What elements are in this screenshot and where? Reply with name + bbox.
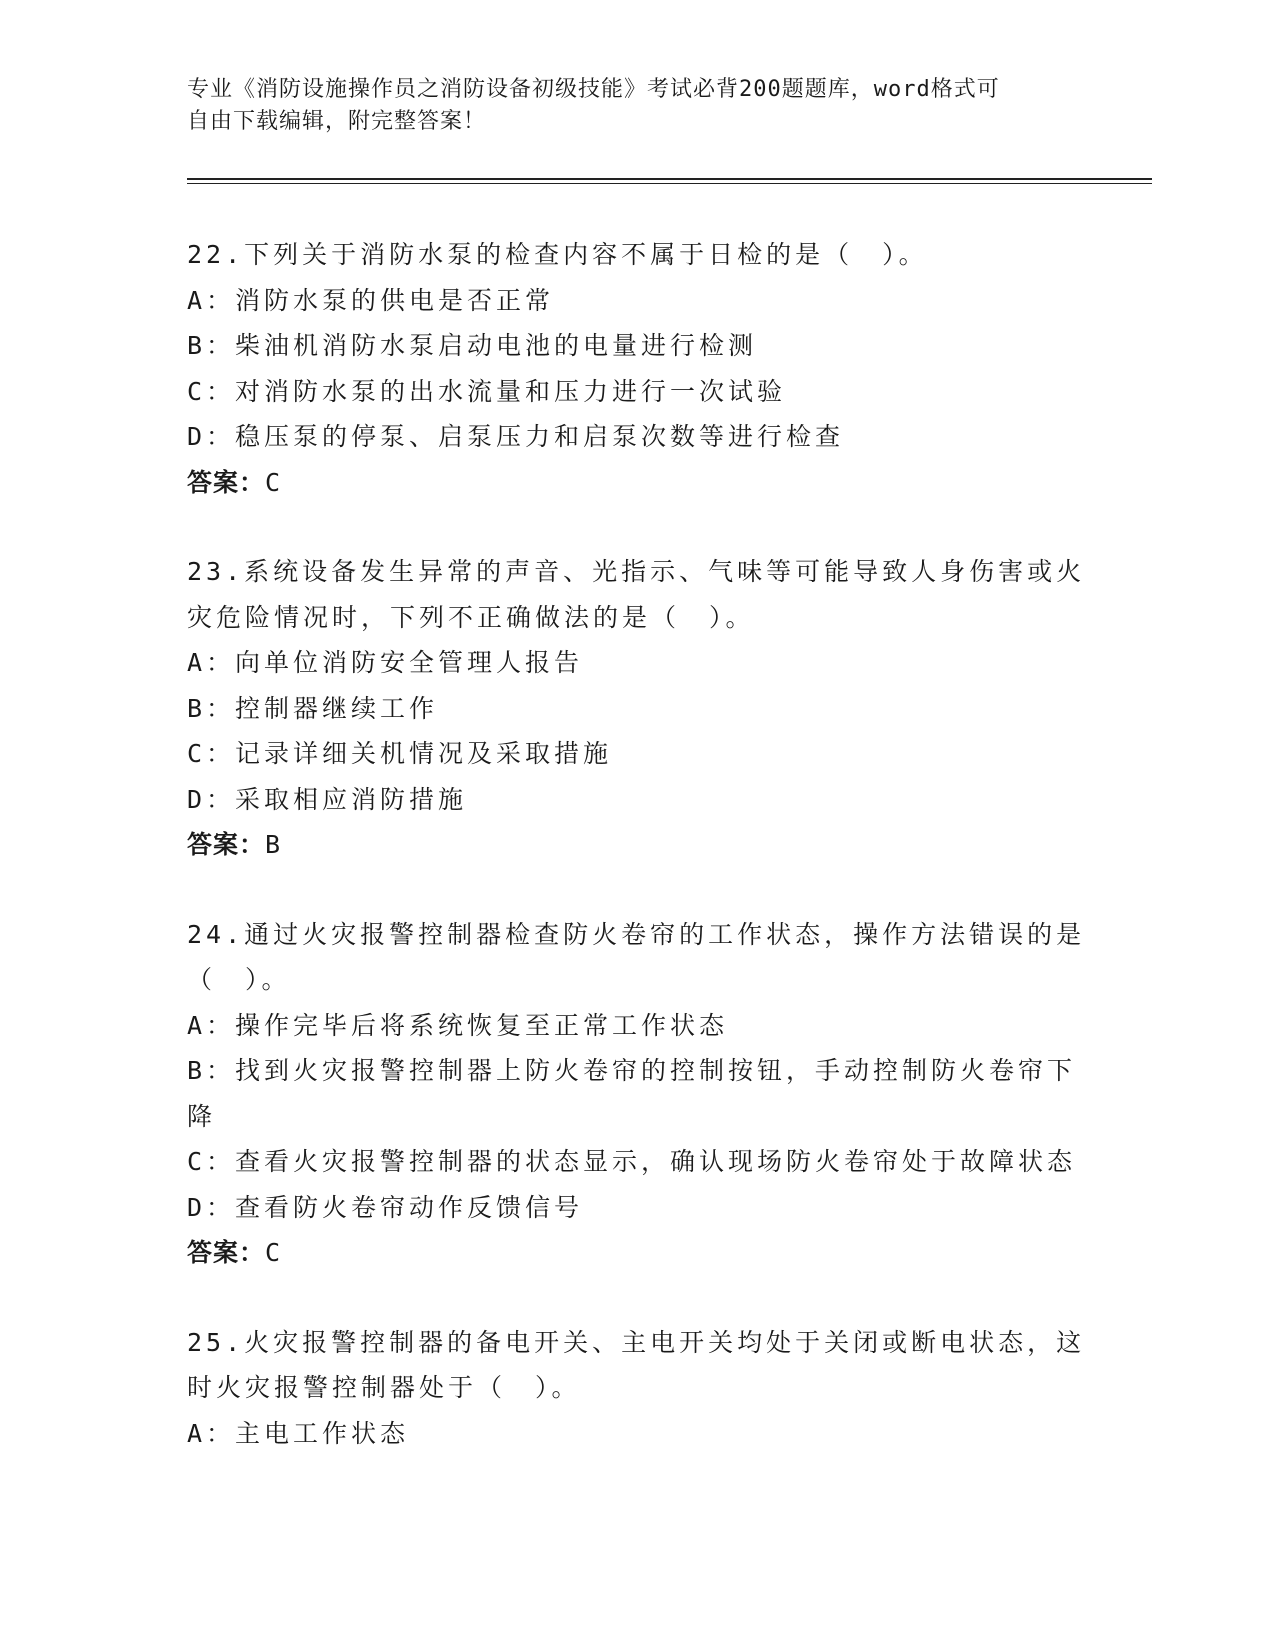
question-stem-line: 23.系统设备发生异常的声音、光指示、气味等可能导致人身伤害或火 [187,557,1086,586]
answer-option: B：找到火灾报警控制器上防火卷帘的控制按钮，手动控制防火卷帘下 [187,1056,1077,1085]
answer-option: B：柴油机消防水泵启动电池的电量进行检测 [187,331,758,360]
answer-label: 答案： [187,830,266,859]
answer-option: A：主电工作状态 [187,1418,410,1448]
answer-option: C：记录详细关机情况及采取措施 [187,739,613,768]
question-block [187,912,1087,1276]
answer-value: B [265,830,284,859]
question-stem-line: 24.通过火灾报警控制器检查防火卷帘的工作状态，操作方法错误的是 [187,919,1086,949]
answer-line [187,1230,1087,1276]
answer-option: B：控制器继续工作 [187,693,439,723]
answer-option: 降 [187,1101,217,1131]
answer-line [187,822,1087,868]
answer-label: 答案： [187,467,266,497]
header-line-1: 专业《消防设施操作员之消防设备初级技能》考试必背200题题库，word格式可 [187,77,1000,102]
answer-value: C [265,467,284,497]
header-line-2: 自由下载编辑，附完整答案！ [187,109,487,134]
answer-option: C：对消防水泵的出水流量和压力进行一次试验 [187,376,787,406]
question-stem-line: 25.火灾报警控制器的备电开关、主电开关均处于关闭或断电状态，这 [187,1327,1086,1357]
question-list [187,232,1087,1500]
question-stem-line: 22.下列关于消防水泵的检查内容不属于日检的是（ ）。 [187,240,928,269]
answer-option: D：稳压泵的停泵、启泵压力和启泵次数等进行检查 [187,422,845,451]
answer-label: 答案： [187,1238,266,1267]
answer-value: C [265,1238,284,1267]
question-block [187,232,1087,505]
question-stem-line: 时火灾报警控制器处于（ ）。 [187,1373,581,1402]
answer-option: D：采取相应消防措施 [187,784,468,814]
document-header [187,74,1067,138]
answer-option: A：向单位消防安全管理人报告 [187,648,584,677]
header-rule-thin [187,183,1152,184]
answer-option: D：查看防火卷帘动作反馈信号 [187,1192,584,1222]
header-rule-thick [187,178,1152,180]
answer-option: C：查看火灾报警控制器的状态显示，确认现场防火卷帘处于故障状态 [187,1147,1077,1176]
answer-line [187,460,1087,506]
question-block [187,549,1087,868]
question-stem-line: （ ）。 [187,965,291,994]
question-block [187,1320,1087,1457]
question-stem-line: 灾危险情况时，下列不正确做法的是（ ）。 [187,602,755,632]
answer-option: A：操作完毕后将系统恢复至正常工作状态 [187,1010,729,1040]
answer-option: A：消防水泵的供电是否正常 [187,285,555,315]
